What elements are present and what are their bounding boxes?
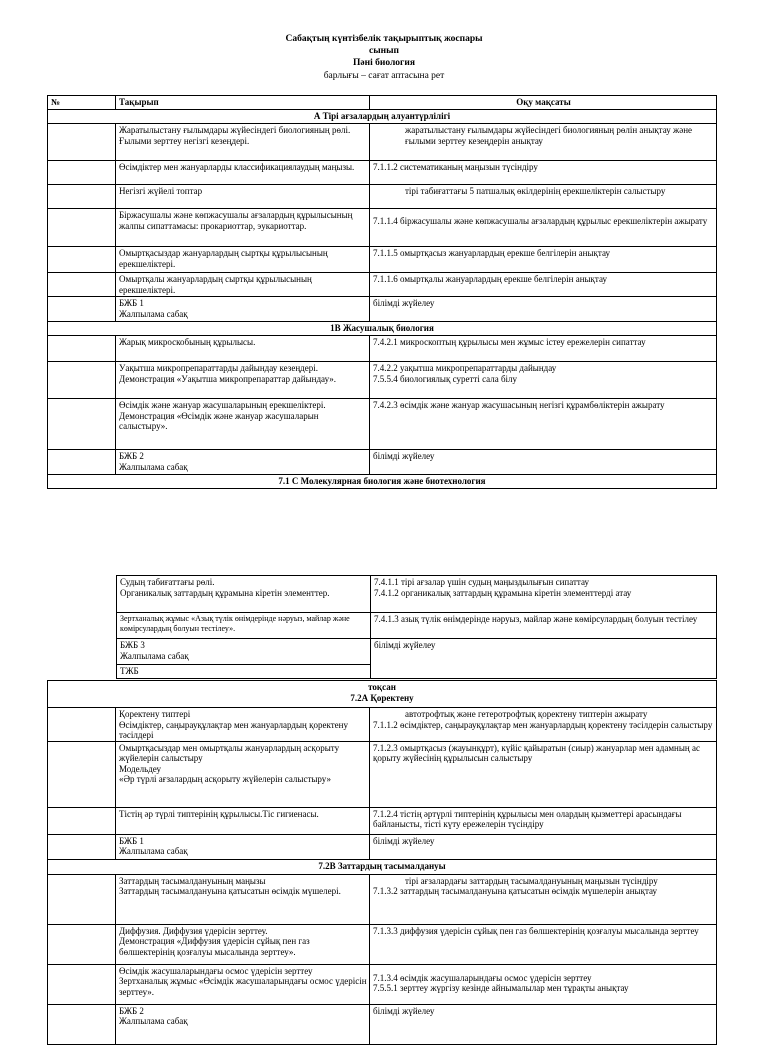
row-number [48,399,116,450]
row-goal: 7.4.2.3 өсімдік және жануар жасушасының негізгі құрамбөліктерін ажырату [370,399,717,450]
goal-text: 7.1.3.4 өсімдік жасушаларындағы осмос үдерісін зерттеу [373,972,592,983]
assessment-label: БЖБ 1 [119,298,144,308]
topic-text: Қоректену типтері [119,709,191,719]
table-row [48,124,717,161]
row-topic: ТЖБ [117,665,371,679]
lesson-label: Жалпылама сабақ [119,461,188,472]
subject-label: Пәні биология [353,58,415,68]
plan-title: Сабақтың күнтізбелік тақырыптық жоспары [285,34,483,44]
row-number [48,161,116,185]
column-header-topic: Тақырып [116,96,370,110]
topic-text: Диффузия. Диффузия үдерісін зерттеу. [119,925,268,936]
row-number [48,708,116,742]
row-topic: Тістің әр түрлі типтерінің құрылысы.Тіс гигиенасы. [116,807,370,834]
row-topic: Негізгі жүйелі топтар [116,185,370,209]
section-title: 7.2В Заттардың тасымалдануы [48,859,717,874]
row-goal [370,362,717,399]
section-row [48,475,717,489]
row-goal: білімді жүйелеу [370,1004,717,1044]
demo-text: Демонстрация «Диффузия үдерісін сұйық пен газ бөлшектерінің қозғалуы мысалында зерттеу». [119,936,310,957]
row-topic [116,964,370,1004]
row-topic: Жаратылыстану ғылымдары жүйесіндегі биологияның рөлі. Ғылыми зерттеу негізгі кезеңдері. [116,124,370,161]
hours-summary: барлығы – сағат аптасына рет [323,71,445,81]
topic-text: Өсімдіктер, саңырауқұлақтар мен жануарлардың қоректену тәсілдері [119,719,348,740]
row-number [48,247,116,273]
row-goal [370,185,717,209]
row-goal [370,124,717,161]
goal-text: 7.1.1.4 біржасушалы және көпжасушалы ағзалардың құрылыс ерекшеліктерін ажырату [373,216,708,226]
table-row [48,450,717,475]
assessment-label: БЖБ 3 [120,640,145,650]
row-goal: 7.4.1.3 азық түлік өнімдерінде нәруыз, майлар және көмірсулардың болуын тестілеу [371,613,717,639]
column-header-goal: Оқу мақсаты [370,96,717,110]
lesson-label: Жалпылама сабақ [120,650,189,661]
goal-text: 7.5.5.4 биологиялық суретті сала білу [373,373,518,384]
goal-text: 7.5.5.1 зерттеу жүргізу кезінде айнымалылар мен тұрақты анықтау [373,983,629,993]
row-topic [116,834,370,859]
row-number [48,741,116,807]
row-number [48,124,116,161]
row-number [48,1004,116,1044]
topic-text: Өсімдік жасушаларындағы осмос үдерісін зерттеу [119,965,313,976]
goal-text: 7.1.1.2 өсімдіктер, саңырауқұлақтар мен жануарлардың қоректену тәсілдерін салыстыру [373,719,713,730]
table-row [48,1004,717,1044]
goal-text: тірі ағзалардағы заттардың тасымалдануының маңызын түсіндіру [405,875,658,886]
row-topic [116,741,370,807]
row-topic [116,924,370,964]
row-topic: Біржасушалы және көпжасушалы ағзалардың құрылысының жалпы сипаттамасы: прокариоттар, эукариоттар. [116,209,370,247]
section-row [48,110,717,124]
quarter-label: тоқсан [368,682,396,692]
row-goal: 7.1.1.5 омыртқасыз жануарлардың ерекше белгілерін анықтау [370,247,717,273]
table-row [48,185,717,209]
row-number [48,964,116,1004]
row-goal [370,209,717,247]
table-row [48,807,717,834]
table-row [48,161,717,185]
demo-text: Демонстрация «Өсімдік және жануар жасушаларын салыстыру». [119,410,319,431]
row-topic [117,639,371,665]
row-topic: Омыртқалы жануарлардың сыртқы құрылысының ерекшеліктері. [116,273,370,297]
goal-text: 7.4.2.2 уақытша микропрепараттарды дайындау [373,363,557,373]
table-row [117,576,717,613]
table-row [48,708,717,742]
row-goal [370,708,717,742]
row-goal: білімді жүйелеу [370,834,717,859]
row-number [48,297,116,322]
section-title: 7.1 С Молекулярная биология және биотехнология [48,475,717,489]
column-header-number: № [48,96,116,110]
lesson-label: Жалпылама сабақ [119,1016,188,1026]
row-number [48,924,116,964]
row-goal: білімді жүйелеу [370,297,717,322]
row-number [48,834,116,859]
table-row [48,924,717,964]
lesson-label: Жалпылама сабақ [119,308,188,319]
section-row [48,322,717,336]
section-title: 7.2А Қоректену [350,692,414,703]
table-row [48,336,717,362]
section-title: А Тірі ағзалардың алуантүрлілігі [48,110,717,124]
assessment-label: БЖБ 1 [119,835,144,846]
row-goal [371,576,717,613]
row-topic [116,1004,370,1044]
table-row [48,741,717,807]
row-goal: 7.1.1.2 систематиканың маңызын түсіндіру [370,161,717,185]
row-topic: Өсімдіктер мен жануарларды классификациялаудың маңызы. [116,161,370,185]
table-row [48,247,717,273]
row-number [48,185,116,209]
topic-text: Судың табиғаттағы рөлі. [120,577,215,587]
row-topic: Уақытша микропрепараттарды дайындау кезеңдері. Демонстрация «Уақытша микропрепараттар дайындау». [116,362,370,399]
table-row [48,273,717,297]
section-row [48,681,717,708]
row-number [48,807,116,834]
lab-text: Зертханалық жұмыс «Өсімдік жасушаларындағы осмос үдерісін зерттеу». [119,976,367,997]
row-topic: Омыртқасыздар жануарлардың сыртқы құрылысының ерекшеліктері. [116,247,370,273]
assessment-label: БЖБ 2 [119,451,144,461]
row-goal: 7.1.1.6 омыртқалы жануарлардың ерекше белгілерін анықтау [370,273,717,297]
quarter-section [48,681,717,708]
topic-text: Заттардың тасымалдануының маңызы [119,875,266,886]
plan-table-page-1 [47,95,717,489]
row-topic [116,708,370,742]
section-row [48,859,717,874]
modeling-label: Модельдеу [119,763,162,774]
section-title: 1В Жасушалық биология [48,322,717,336]
goal-text: тірі табиғаттағы 5 патшалық өкілдерінің ерекшеліктерін салыстыру [405,186,666,196]
topic-text: Заттардың тасымалдануына қатысатын өсімдік мүшелері. [119,886,341,896]
table-row [48,297,717,322]
row-goal [370,964,717,1004]
goal-text: 7.1.3.2 заттардың тасымалдануына қатысатын өсімдік мүшелерін анықтау [373,886,658,896]
modeling-text: «Әр түрлі ағзалардың асқорыту жүйелерін салыстыру» [119,774,332,784]
table-row [48,399,717,450]
table-row [48,209,717,247]
table-row [48,834,717,859]
topic-text: Өсімдік және жануар жасушаларының ерекшеліктері. [119,400,326,410]
row-number [48,336,116,362]
row-goal: 7.1.2.4 тістің әртүрлі типтерінің құрылысы мен олардың қызметтері арасындағы байланысты, тісті күту ережелерін түсіндіру [370,807,717,834]
row-number [48,874,116,924]
table-row [48,964,717,1004]
assessment-label: БЖБ 2 [119,1005,144,1016]
row-topic [116,874,370,924]
goal-text: автотрофтық және гетеротрофтық қоректену типтерін ажырату [405,709,648,719]
table-row [117,639,717,665]
goal-text: жаратылыстану ғылымдары жүйесіндегі биологияның рөлін анықтау және ғылыми зерттеу кезеңдерін анықтау [405,125,693,146]
table-header-row [48,96,717,110]
row-number [48,273,116,297]
row-topic [116,399,370,450]
grade-label: сынып [369,46,399,56]
row-topic [117,576,371,613]
row-topic: Жарық микроскобының құрылысы. [116,336,370,362]
row-goal: 7.4.2.1 микроскоптың құрылысы мен жұмыс істеу ережелерін сипаттау [370,336,717,362]
row-goal: 7.1.3.3 диффузия үдерісін сұйық пен газ бөлшектерінің қозғалуы мысалында зерттеу [370,924,717,964]
goal-text: 7.4.1.1 тірі ағзалар үшін судың маңыздылығын сипаттау [374,577,589,587]
lesson-label: Жалпылама сабақ [119,846,188,856]
row-goal [370,874,717,924]
table-row [48,362,717,399]
goal-text: 7.4.1.2 органикалық заттардың құрамына кіретін элементтерді атау [374,587,632,598]
row-topic [116,450,370,475]
plan-table-page-2-quarter [47,680,717,1045]
row-goal: білімді жүйелеу [370,450,717,475]
plan-table-page-2 [116,575,717,679]
row-goal: 7.1.2.3 омыртқасыз (жауынқұрт), күйіс қайыратын (сиыр) жануарлар мен адамның ас қорыту жүйесінің құрылысын салыстыру [370,741,717,807]
row-topic [116,297,370,322]
topic-text: Омыртқасыздар мен омыртқалы жануарлардың асқорыту жүйелерін салыстыру [119,742,340,763]
topic-text: Органикалық заттардың құрамына кіретін элементтер. [120,587,330,598]
row-topic: Зертханалық жұмыс «Азық түлік өнімдерінде нәруыз, майлар және көмірсулардың болуын тестілеу». [117,613,371,639]
table-row [117,613,717,639]
row-goal: білімді жүйелеу [371,639,717,679]
table-row [48,874,717,924]
row-number [48,362,116,399]
row-number [48,450,116,475]
row-number [48,209,116,247]
